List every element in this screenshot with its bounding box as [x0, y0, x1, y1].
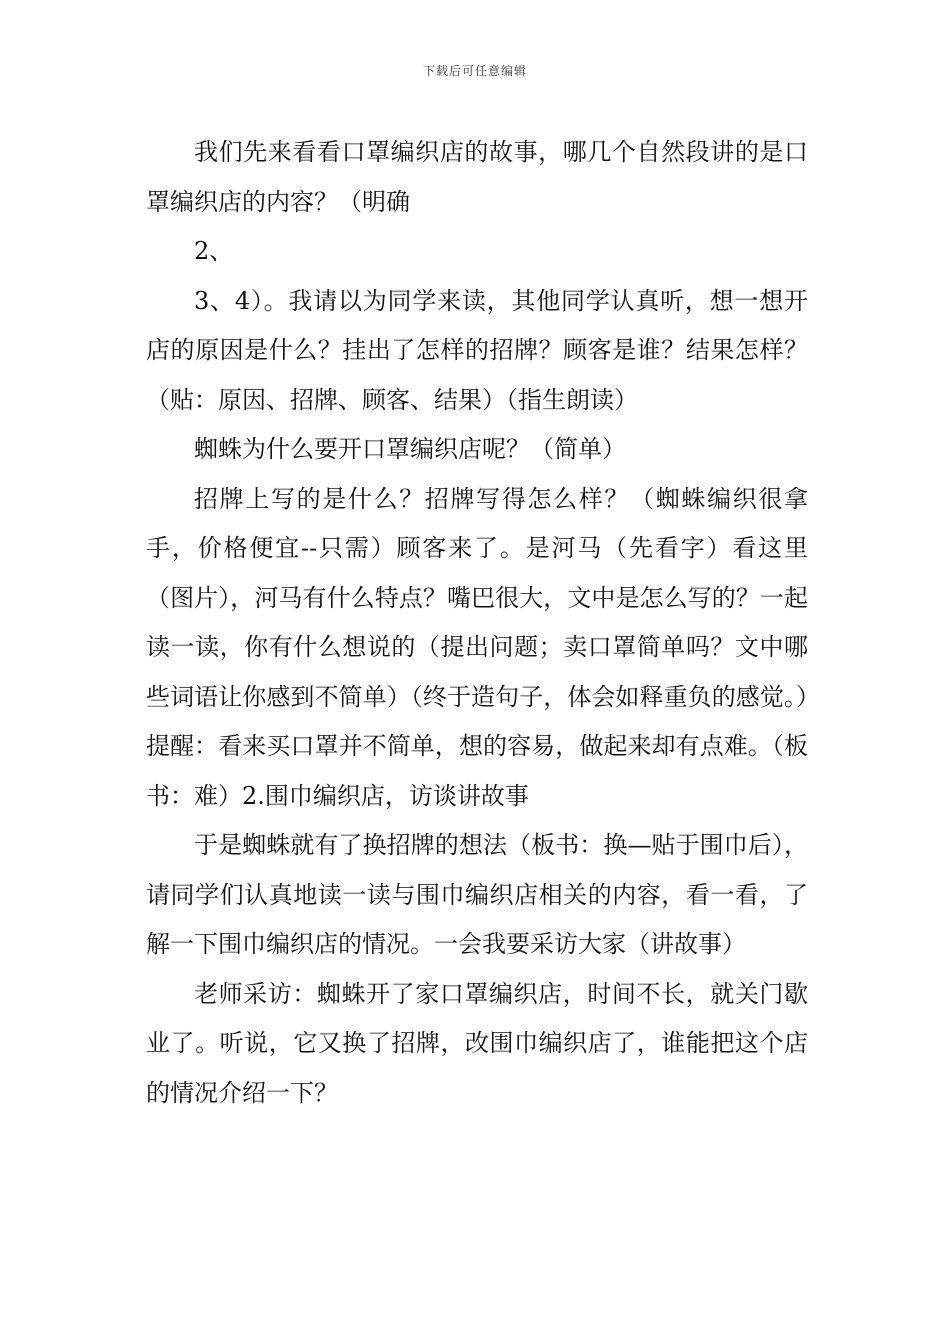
document-body	[146, 128, 808, 1118]
paragraph-6: 于是蜘蛛就有了换招牌的想法（板书：换—贴于围巾后），请同学们认真地读一读与围巾编织店相关的内容，看一看，了解一下围巾编织店的情况。一会我要采访大家（讲故事）	[146, 831, 808, 958]
paragraph-5: 招牌上写的是什么？招牌写得怎么样？（蜘蛛编织很拿手，价格便宜--只需）顾客来了。是河马（先看字）看这里（图片），河马有什么特点？嘴巴很大，文中是怎么写的？一起读一读，你有什么想说的（提出问题；卖口罩简单吗？文中哪些词语让你感到不简单）（终于造句子，体会如释重负的感觉。）提醒：看来买口罩并不简单，想的容易，做起来却有点难。（板书：难）2.围巾编织店，访谈讲故事	[146, 484, 808, 810]
paragraph-3: 3、4）。我请以为同学来读，其他同学认真听，想一想开店的原因是什么？挂出了怎样的招牌？顾客是谁？结果怎样？（贴：原因、招牌、顾客、结果）（指生朗读）	[146, 286, 808, 414]
paragraph-2: 2、	[194, 237, 234, 265]
paragraph-4: 蜘蛛为什么要开口罩编织店呢？（简单）	[194, 435, 626, 463]
page-header: 下载后可任意编辑	[422, 64, 527, 78]
paragraph-7: 老师采访：蜘蛛开了家口罩编织店，时间不长，就关门歇业了。听说，它又换了招牌，改围巾编织店了，谁能把这个店的情况介绍一下？	[146, 979, 808, 1107]
paragraph-1: 我们先来看看口罩编织店的故事，哪几个自然段讲的是口罩编织店的内容？（明确	[146, 138, 808, 216]
